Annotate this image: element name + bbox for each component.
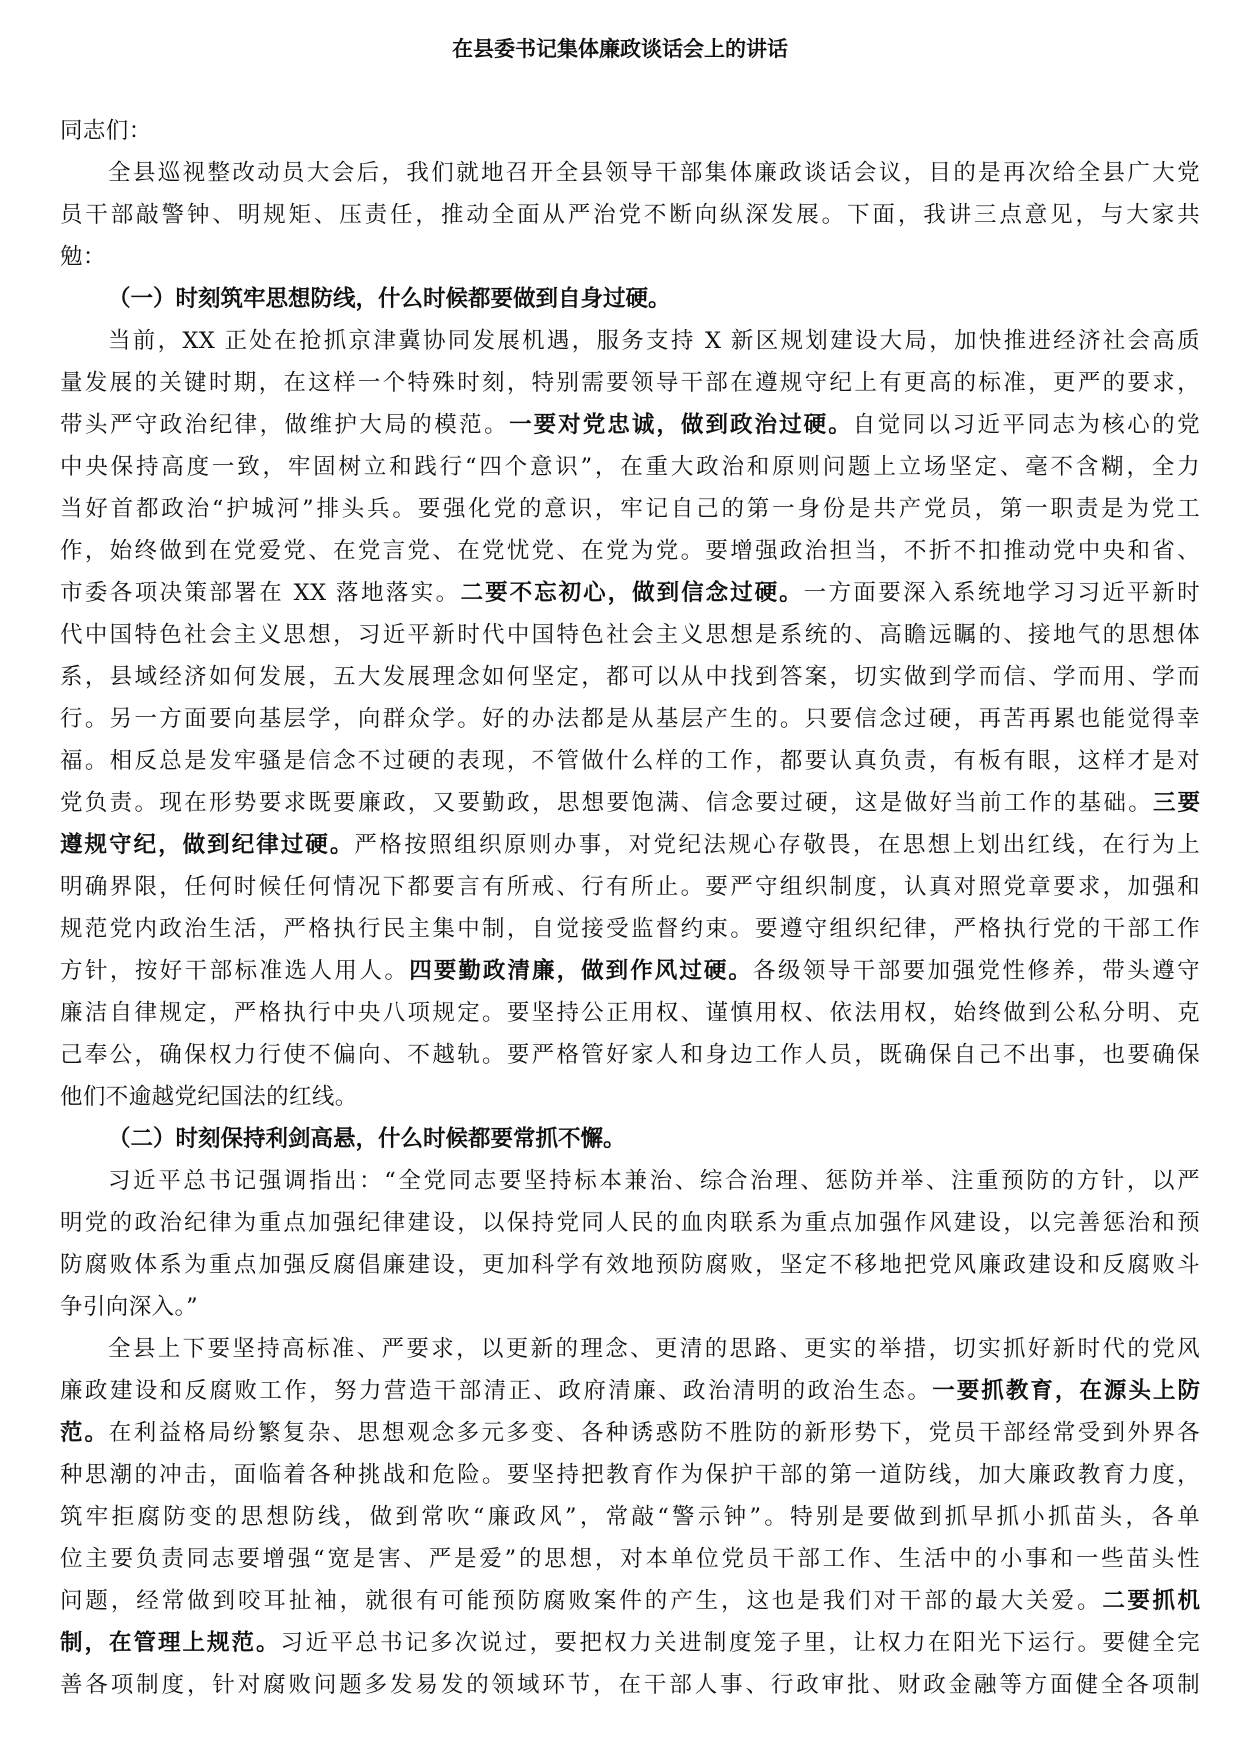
body-text: 在利益格局纷繁复杂、思想观念多元多变、各种诱惑防不胜防的新形势下，党员干部经常受到外界各 bbox=[108, 1420, 1200, 1446]
bold-heading-text: 遵规守纪，做到纪律过硬。 bbox=[60, 832, 355, 858]
body-text: 筑牢拒腐防变的思想防线，做到常吹“廉政风”，常敲“警示钟”。特别是要做到抓早抓小抓苗头，各单 bbox=[60, 1504, 1200, 1530]
text-line bbox=[60, 1622, 1200, 1664]
body-text: 廉洁自律规定，严格执行中央八项规定。要坚持公正用权、谨慎用权、依法用权，始终做到公私分明、克 bbox=[60, 1000, 1200, 1026]
text-line bbox=[60, 1580, 1200, 1622]
body-text: 系，县域经济如何发展，五大发展理念如何坚定，都可以从中找到答案，切实做到学而信、学而用、学而 bbox=[60, 664, 1200, 690]
body-text: 方针，按好干部标准选人用人。 bbox=[60, 958, 410, 984]
text-line bbox=[60, 824, 1200, 866]
text-line bbox=[60, 1496, 1200, 1538]
bold-heading-text: 制，在管理上规范。 bbox=[60, 1630, 281, 1656]
body-text: 带头严守政治纪律，做维护大局的模范。 bbox=[60, 412, 510, 438]
body-text: 市委各项决策部署在 XX 落地落实。 bbox=[60, 580, 461, 606]
text-line bbox=[60, 992, 1200, 1034]
body-text: 勉： bbox=[60, 244, 106, 270]
body-text: 同志们： bbox=[60, 118, 152, 144]
body-text: 当好首都政治“护城河”排头兵。要强化党的意识，牢记自己的第一身份是共产党员，第一职责是为党工 bbox=[60, 496, 1200, 522]
text-line bbox=[60, 1370, 1200, 1412]
bold-heading-text: 范。 bbox=[60, 1420, 109, 1446]
body-text: 位主要负责同志要增强“宽是害、严是爱”的思想，对本单位党员干部工作、生活中的小事和一些苗头性 bbox=[60, 1546, 1200, 1572]
body-text: 福。相反总是发牢骚是信念不过硬的表现，不管做什么样的工作，都要认真负责，有板有眼，这样才是对 bbox=[60, 748, 1200, 774]
body-text: 中央保持高度一致，牢固树立和践行“四个意识”，在重大政治和原则问题上立场坚定、毫不含糊，全力 bbox=[60, 454, 1200, 480]
text-line bbox=[60, 152, 1200, 194]
body-text: 规范党内政治生活，严格执行民主集中制，自觉接受监督约束。要遵守组织纪律，严格执行党的干部工作 bbox=[60, 916, 1200, 942]
text-line bbox=[60, 1538, 1200, 1580]
body-text: 他们不逾越党纪国法的红线。 bbox=[60, 1084, 358, 1110]
body-text: 善各项制度，针对腐败问题多发易发的领域环节，在干部人事、行政审批、财政金融等方面健全各项制 bbox=[60, 1672, 1200, 1698]
body-text: 一方面要深入系统地学习习近平新时 bbox=[803, 580, 1200, 606]
text-line bbox=[60, 1412, 1200, 1454]
text-line bbox=[60, 656, 1200, 698]
body-text: 明党的政治纪律为重点加强纪律建设，以保持党同人民的血肉联系为重点加强作风建设，以完善惩治和预 bbox=[60, 1210, 1200, 1236]
text-line bbox=[60, 362, 1200, 404]
body-text: 自觉同以习近平同志为核心的党 bbox=[852, 412, 1200, 438]
text-line bbox=[60, 950, 1200, 992]
text-line bbox=[60, 614, 1200, 656]
text-line bbox=[60, 236, 1200, 278]
body-text: 问题，经常做到咬耳扯袖，就很有可能预防腐败案件的产生，这也是我们对干部的最大关爱。 bbox=[60, 1588, 1103, 1614]
text-line bbox=[60, 1076, 1200, 1118]
body-text: 全县上下要坚持高标准、严要求，以更新的理念、更清的思路、更实的举措，切实抓好新时代的党风 bbox=[108, 1336, 1200, 1362]
body-text: 争引向深入。” bbox=[60, 1294, 199, 1320]
text-line bbox=[60, 278, 1200, 320]
document-body bbox=[60, 110, 1200, 1706]
body-text: 当前，XX 正处在抢抓京津冀协同发展机遇，服务支持 X 新区规划建设大局，加快推进经济社会高质 bbox=[108, 328, 1200, 354]
body-text: 代中国特色社会主义思想，习近平新时代中国特色社会主义思想是系统的、高瞻远瞩的、接地气的思想体 bbox=[60, 622, 1200, 648]
text-line bbox=[60, 740, 1200, 782]
bold-heading-text: 一要对党忠诚，做到政治过硬。 bbox=[509, 412, 853, 438]
text-line bbox=[60, 1034, 1200, 1076]
body-text: 己奉公，确保权力行使不偏向、不越轨。要严格管好家人和身边工作人员，既确保自己不出事，也要确保 bbox=[60, 1042, 1200, 1068]
bold-heading-text: 二要抓机 bbox=[1102, 1588, 1200, 1614]
body-text: 廉政建设和反腐败工作，努力营造干部清正、政府清廉、政治清明的政治生态。 bbox=[60, 1378, 933, 1404]
text-line bbox=[60, 1118, 1200, 1160]
body-text: 各级领导干部要加强党性修养，带头遵守 bbox=[752, 958, 1200, 984]
text-line bbox=[60, 404, 1200, 446]
body-text: 严格按照组织原则办事，对党纪法规心存敬畏，在思想上划出红线，在行为上 bbox=[354, 832, 1200, 858]
bold-heading-text: 三要 bbox=[1153, 790, 1200, 816]
body-text: 习近平总书记多次说过，要把权力关进制度笼子里，让权力在阳光下运行。要健全完 bbox=[280, 1630, 1200, 1656]
text-line bbox=[60, 110, 1200, 152]
document-title: 在县委书记集体廉政谈话会上的讲话 bbox=[452, 37, 788, 61]
text-line bbox=[60, 1202, 1200, 1244]
text-line bbox=[60, 1160, 1200, 1202]
body-text: 习近平总书记强调指出：“全党同志要坚持标本兼治、综合治理、惩防并举、注重预防的方针，以严 bbox=[108, 1168, 1200, 1194]
body-text: 种思潮的冲击，面临着各种挑战和危险。要坚持把教育作为保护干部的第一道防线，加大廉政教育力度， bbox=[60, 1462, 1200, 1488]
text-line bbox=[60, 1286, 1200, 1328]
body-text: 明确界限，任何时候任何情况下都要言有所戒、行有所止。要严守组织制度，认真对照党章要求，加强和 bbox=[60, 874, 1200, 900]
text-line bbox=[60, 488, 1200, 530]
text-line bbox=[60, 782, 1200, 824]
body-text: 员干部敲警钟、明规矩、压责任，推动全面从严治党不断向纵深发展。下面，我讲三点意见，与大家共 bbox=[60, 202, 1200, 228]
text-line bbox=[60, 698, 1200, 740]
text-line bbox=[60, 530, 1200, 572]
bold-heading-text: （二）时刻保持利剑高悬，什么时候都要常抓不懈。 bbox=[108, 1126, 626, 1152]
text-line bbox=[60, 866, 1200, 908]
bold-heading-text: 二要不忘初心，做到信念过硬。 bbox=[460, 580, 804, 606]
body-text: 量发展的关键时期，在这样一个特殊时刻，特别需要领导干部在遵规守纪上有更高的标准，更严的要求， bbox=[60, 370, 1200, 396]
text-line bbox=[60, 320, 1200, 362]
bold-heading-text: 四要勤政清廉，做到作风过硬。 bbox=[409, 958, 753, 984]
body-text: 行。另一方面要向基层学，向群众学。好的办法都是从基层产生的。只要信念过硬，再苦再累也能觉得幸 bbox=[60, 706, 1200, 732]
text-line bbox=[60, 1244, 1200, 1286]
text-line bbox=[60, 1454, 1200, 1496]
body-text: 作，始终做到在党爱党、在党言党、在党忧党、在党为党。要增强政治担当，不折不扣推动党中央和省、 bbox=[60, 538, 1200, 564]
text-line bbox=[60, 446, 1200, 488]
text-line bbox=[60, 1328, 1200, 1370]
body-text: 防腐败体系为重点加强反腐倡廉建设，更加科学有效地预防腐败，坚定不移地把党风廉政建设和反腐败斗 bbox=[60, 1252, 1200, 1278]
body-text: 党负责。现在形势要求既要廉政，又要勤政，思想要饱满、信念要过硬，这是做好当前工作的基础。 bbox=[60, 790, 1154, 816]
text-line bbox=[60, 194, 1200, 236]
text-line bbox=[60, 1664, 1200, 1706]
text-line bbox=[60, 908, 1200, 950]
bold-heading-text: 一要抓教育，在源头上防 bbox=[932, 1378, 1200, 1404]
bold-heading-text: （一）时刻筑牢思想防线，什么时候都要做到自身过硬。 bbox=[108, 286, 671, 312]
text-line bbox=[60, 572, 1200, 614]
body-text: 全县巡视整改动员大会后，我们就地召开全县领导干部集体廉政谈话会议，目的是再次给全县广大党 bbox=[108, 160, 1200, 186]
